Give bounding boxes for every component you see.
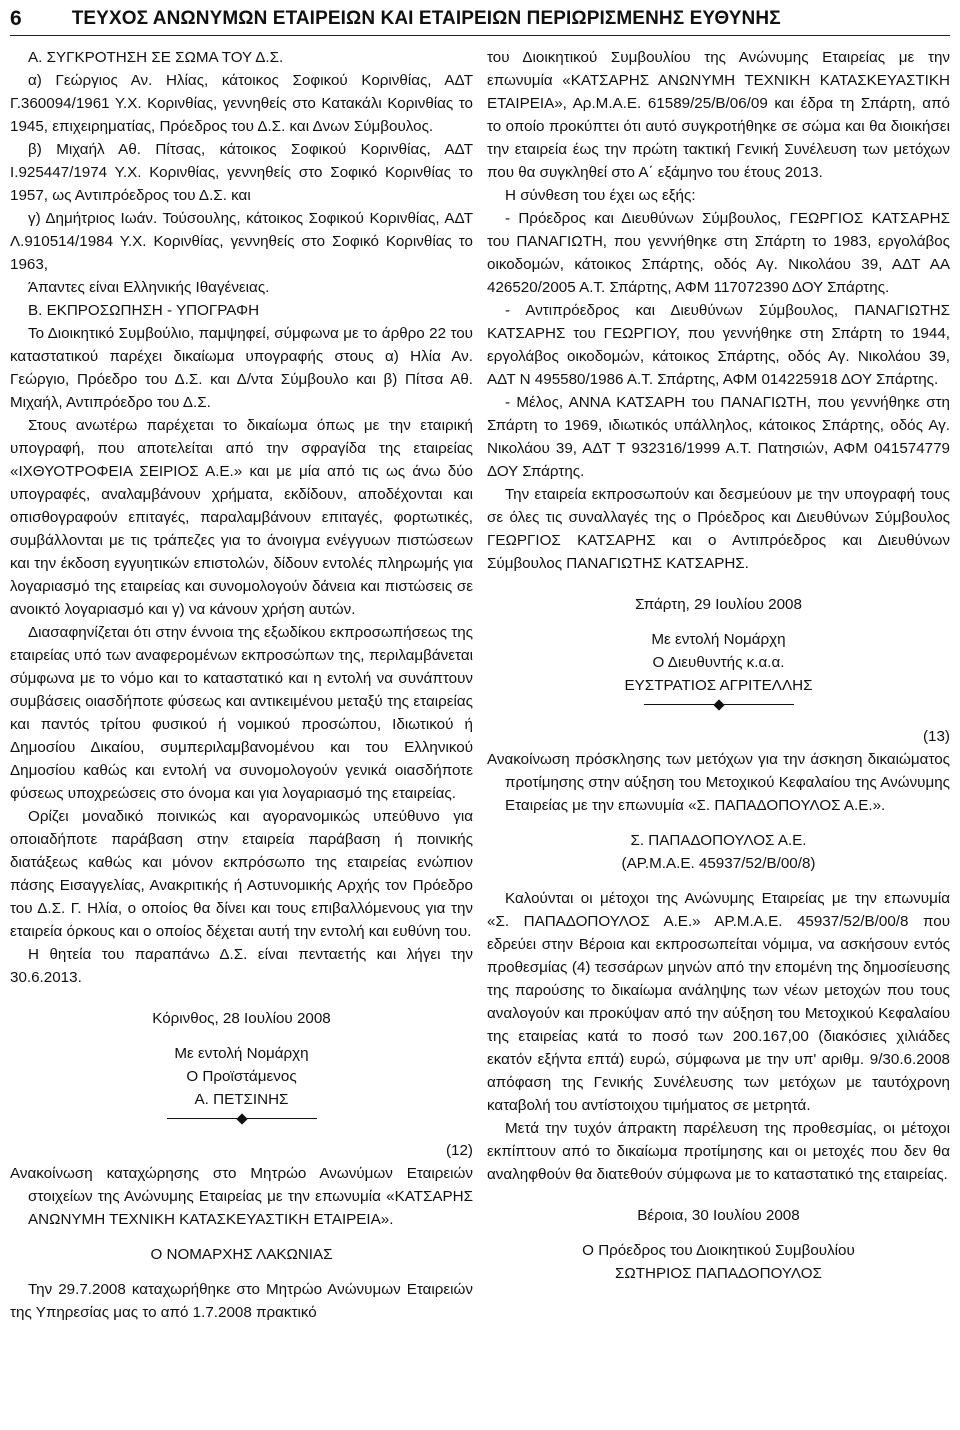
signature-title: Ο Διευθυντής κ.α.α. — [652, 654, 785, 671]
company-name: Σ. ΠΑΠΑΔΟΠΟΥΛΟΣ Α.Ε. — [630, 832, 807, 849]
powers-paragraph: Στους ανωτέρω παρέχεται το δικαίωμα όπως με την εταιρική υπογραφή, που αποτελείται από την σφραγίδα της εταιρείας «ΙΧΘΥΟΤΡΟΦΕΙΑ ΣΕΙΡΙΟΣ Α.Ε.» και με μία από τις ως άνω δύο υπογραφές, αναλαμβάνουν χρήματα, εκδίδουν, αποδέχονται και οπισθογραφούν επιταγές, παραλαμβάνουν επιταγές, φορτωτικές, συμβάλλονται με τις τράπεζες για το άνοιγμα ενέγγυων πιστώσεων και την έκδοση εγγυητικών επιστολών, δίδουν εντολές πληρωμής για λογαριασμό της εταιρείας και συνομολογούν δάνεια και πιστώσεις σε ανοικτό λογαριασμό και γ) να κάνουν χρήση αυτών. — [10, 417, 473, 618]
notice-number: (12) — [445, 1142, 473, 1159]
signature-name: ΕΥΣΤΡΑΤΙΟΣ ΑΓΡΙΤΕΛΛΗΣ — [624, 677, 813, 694]
page-header — [10, 4, 950, 34]
page-number: 6 — [10, 7, 22, 30]
signature-name: Α. ΠΕΤΣΙΝΗΣ — [194, 1091, 289, 1108]
signature-title: Ο Πρόεδρος του Διοικητικού Συμβουλίου — [582, 1242, 855, 1259]
signature-place-date: Σπάρτη, 29 Ιουλίου 2008 — [635, 596, 802, 613]
company-registration: (ΑΡ.Μ.Α.Ε. 45937/52/Β/00/8) — [621, 855, 816, 872]
notice-title: Ανακοίνωση καταχώρησης στο Μητρώο Ανωνύμων Εταιρειών στοιχείων της Ανώνυμης Εταιρείας με την επωνυμία «ΚΑΤΣΑΡΗΣ ΑΝΩΝΥΜΗ ΤΕΧΝΙΚΗ ΚΑΤΑΣΚΕΥΑΣΤΙΚΗ ΕΤΑΙΡΕΙΑ». — [10, 1165, 473, 1228]
section-a-heading: Α. ΣΥΓΚΡΟΤΗΣΗ ΣΕ ΣΩΜΑ ΤΟΥ Δ.Σ. — [28, 49, 284, 66]
signature-title: Ο Προϊστάμενος — [186, 1068, 297, 1085]
minutes-continuation: του Διοικητικού Συμβουλίου της Ανώνυμης Εταιρείας με την επωνυμία «ΚΑΤΣΑΡΗΣ ΑΝΩΝΥΜΗ ΤΕΧΝΙΚΗ ΚΑΤΑΣΚΕΥΑΣΤΙΚΗ ΕΤΑΙΡΕΙΑ», Αρ.Μ.Α.Ε. 61589/25/Β/06/09 και έδρα τη Σπάρτη, από το οποίο προκύπτει ότι αυτό συγκροτήθηκε σε σώμα και θα διοικήσει την εταιρεία έως την πρώτη τακτική Γενική Συνέλευση των μετόχων που θα συγκληθεί στο Α΄ εξάμηνο του έτους 2013. — [487, 49, 950, 181]
invitation-paragraph: Καλούνται οι μέτοχοι της Ανώνυμης Εταιρείας με την επωνυμία «Σ. ΠΑΠΑΔΟΠΟΥΛΟΣ Α.Ε.» ΑΡ.Μ.Α.Ε. 45937/52/Β/00/8 που εδρεύει στην Βέροια και εκπροσωπείται νόμιμα, να ασκήσουν εντός προθεσμίας (4) τεσσάρων μηνών από την επομένη της δημοσίευσης της παρούσης το δικαίωμα ανάληψης των νέων μετοχών που τους αναλογούν και προκύψαν από την αύξηση του Μετοχικού Κεφαλαίου της εταιρείας κατά το ποσό των 200.167,00 (διακόσιες χιλιάδες εκατόν εξήντα επτά) ευρώ, σύμφωνα με την υπ' αριθμ. 9/30.6.2008 απόφαση της Γενικής Συνέλευσης των μετόχων με ταυτόχρονη καταβολή του αντίστοιχου τιμήματος σε μετρητά. — [487, 890, 950, 1114]
member-member: - Μέλος, ΑΝΝΑ ΚΑΤΣΑΡΗ του ΠΑΝΑΓΙΩΤΗ, που γεννήθηκε στη Σπάρτη το 1969, ιδιωτικός υπάλληλος, κάτοικος Σπάρτης, οδός Αγ. Νικολάου 39, ΑΔΤ Τ 932316/1999 Α.Τ. Πατησιών, ΑΦΜ 041574779 ΔΟΥ Σπάρτης. — [487, 394, 950, 480]
term-paragraph: Η θητεία του παραπάνω Δ.Σ. είναι πενταετής και λήγει την 30.6.2013. — [10, 946, 473, 986]
diamond-rule-icon — [10, 1111, 473, 1127]
board-member-a: α) Γεώργιος Αν. Ηλίας, κάτοικος Σοφικού Κορινθίας, ΑΔΤ Γ.360094/1961 Υ.Χ. Κορινθίας, γεννηθείς στο Κατακάλι Κορινθίας το 1945, επιχειρηματίας, Πρόεδρος του Δ.Σ. και Δνων Σύμβουλος. — [10, 72, 473, 135]
diamond-rule-icon — [487, 697, 950, 713]
liability-paragraph: Ορίζει μοναδικό ποινικώς και αγορανομικώς υπεύθυνο για οποιαδήποτε παράβαση στην εταιρεία παράβαση ή ποινικής διατάξεως καθώς και μόνον εκπρόσωπο της εταιρείας ενώπιον πάσης Εισαγγελίας, Ανακριτικής ή Αστυνομικής Αρχής τον Πρόεδρο του Δ.Σ. Γ. Ηλία, ο οποίος θα δίνει και τους επιβαλλόμενους για την εταιρεία όρκους και ο οποίος δέχεται αυτή την εντολή και ευθύνη του. — [10, 808, 473, 940]
notice-title: Ανακοίνωση πρόσκλησης των μετόχων για την άσκηση δικαιώματος προτίμησης στην αύξηση του Μετοχικού Κεφαλαίου της Ανώνυμης Εταιρείας με την επωνυμία «Σ. ΠΑΠΑΔΟΠΟΥΛΟΣ Α.Ε.». — [487, 751, 950, 814]
signature-place-date: Βέροια, 30 Ιουλίου 2008 — [637, 1207, 800, 1224]
board-member-c: γ) Δημήτριος Ιωάν. Τούσουλης, κάτοικος Σοφικού Κορινθίας, ΑΔΤ Λ.910514/1984 Υ.Χ. Κορινθίας, γεννηθείς στο Σοφικό Κορινθίας το 1963, — [10, 210, 473, 273]
representation-note: Την εταιρεία εκπροσωπούν και δεσμεύουν με την υπογραφή τους σε όλες τις συναλλαγές της ο Πρόεδρος και Διευθύνων Σύμβουλος ΓΕΩΡΓΙΟΣ ΚΑΤΣΑΡΗΣ και ο Αντιπρόεδρος και Διευθύνων Σύμβουλος ΠΑΝΑΓΙΩΤΗΣ ΚΑΤΣΑΡΗΣ. — [487, 486, 950, 572]
signature-name: ΣΩΤΗΡΙΟΣ ΠΑΠΑΔΟΠΟΥΛΟΣ — [615, 1265, 822, 1282]
member-vice-president: - Αντιπρόεδρος και Διευθύνων Σύμβουλος, ΠΑΝΑΓΙΩΤΗΣ ΚΑΤΣΑΡΗΣ του ΓΕΩΡΓΙΟΥ, που γεννήθηκε στη Σπάρτη το 1944, εργολάβος οικοδομών, κάτοικος Σπάρτης, οδός Αγ. Νικολάου 39, ΑΔΤ Ν 495580/1986 Α.Τ. Σπάρτης, ΑΦΜ 014225918 ΔΟΥ Σπάρτης. — [487, 302, 950, 388]
signature-place-date: Κόρινθος, 28 Ιουλίου 2008 — [152, 1010, 331, 1027]
board-member-b: β) Μιχαήλ Αθ. Πίτσας, κάτοικος Σοφικού Κορινθίας, ΑΔΤ Ι.925447/1974 Υ.Χ. Κορινθίας, γεννηθείς στο Σοφικό Κορινθίας το 1957, ως Αντιπρόεδρος του Δ.Σ. και — [10, 141, 473, 204]
expiry-paragraph: Μετά την τυχόν άπρακτη παρέλευση της προθεσμίας, οι μέτοχοι εκπίπτουν από το δικαίωμα προτίμησης και οι μετοχές που δεν θα αναληφθούν θα διατεθούν σύμφωνα με το καταστατικό της εταιρείας. — [487, 1120, 950, 1183]
header-rule — [10, 35, 950, 36]
right-column — [487, 46, 950, 1285]
section-b-heading: Β. ΕΚΠΡΟΣΩΠΗΣΗ - ΥΠΟΓΡΑΦΗ — [28, 302, 260, 319]
signature-authority: Με εντολή Νομάρχη — [174, 1045, 309, 1062]
signing-rights-paragraph: Το Διοικητικό Συμβούλιο, παμψηφεί, σύμφωνα με το άρθρο 22 του καταστατικού παρέχει δικαίωμα υπογραφής στους α) Ηλία Αν. Γεώργιο, Πρόεδρο του Δ.Σ. και Δ/ντα Σύμβουλο και β) Πίτσα Αθ. Μιχαήλ, Αντιπρόεδρο του Δ.Σ. — [10, 325, 473, 411]
notice-authority: Ο ΝΟΜΑΡΧΗΣ ΛΑΚΩΝΙΑΣ — [150, 1246, 333, 1263]
notice-number: (13) — [922, 728, 950, 745]
left-column — [10, 46, 473, 1324]
composition-intro: Η σύνθεση του έχει ως εξής: — [505, 187, 696, 204]
publication-title: ΤΕΥΧΟΣ ΑΝΩΝΥΜΩΝ ΕΤΑΙΡΕΙΩΝ ΚΑΙ ΕΤΑΙΡΕΙΩΝ ΠΕΡΙΩΡΙΣΜΕΝΗΣ ΕΥΘΥΝΗΣ — [71, 8, 781, 29]
signature-authority: Με εντολή Νομάρχη — [651, 631, 786, 648]
nationality-note: Άπαντες είναι Ελληνικής Ιθαγένειας. — [28, 279, 270, 296]
notice-body: Την 29.7.2008 καταχωρήθηκε στο Μητρώο Ανώνυμων Εταιρειών της Υπηρεσίας μας το από 1.7.2008 πρακτικό — [10, 1281, 473, 1321]
representation-paragraph: Διασαφηνίζεται ότι στην έννοια της εξωδίκου εκπροσωπήσεως της εταιρείας υπό των αναφερομένων εκπροσώπων της, περιλαμβάνεται σύμφωνα με το νόμο και το καταστατικό και η εντολή να συνάπτουν συμβάσεις οιασδήποτε φύσεως και αντικειμένου μεταξύ της εταιρείας και παντός τρίτου φυσικού ή νομικού προσώπου, Ιδιωτικού ή Δημοσίου Δικαίου, συμπεριλαμβανομένου και του Ελληνικού Δημοσίου καθώς και εντολή να συνομολογούν γενικά οιασδήποτε φύσεως υποχρεώσεις στο όνομα και για λογαριασμό της εταιρείας. — [10, 624, 473, 802]
member-president: - Πρόεδρος και Διευθύνων Σύμβουλος, ΓΕΩΡΓΙΟΣ ΚΑΤΣΑΡΗΣ του ΠΑΝΑΓΙΩΤΗ, που γεννήθηκε στη Σπάρτη το 1983, εργολάβος οικοδομών, κάτοικος Σπάρτης, οδός Αγ. Νικολάου 39, ΑΔΤ ΑΑ 426520/2005 Α.Τ. Σπάρτης, ΑΦΜ 117072390 ΔΟΥ Σπάρτης. — [487, 210, 950, 296]
